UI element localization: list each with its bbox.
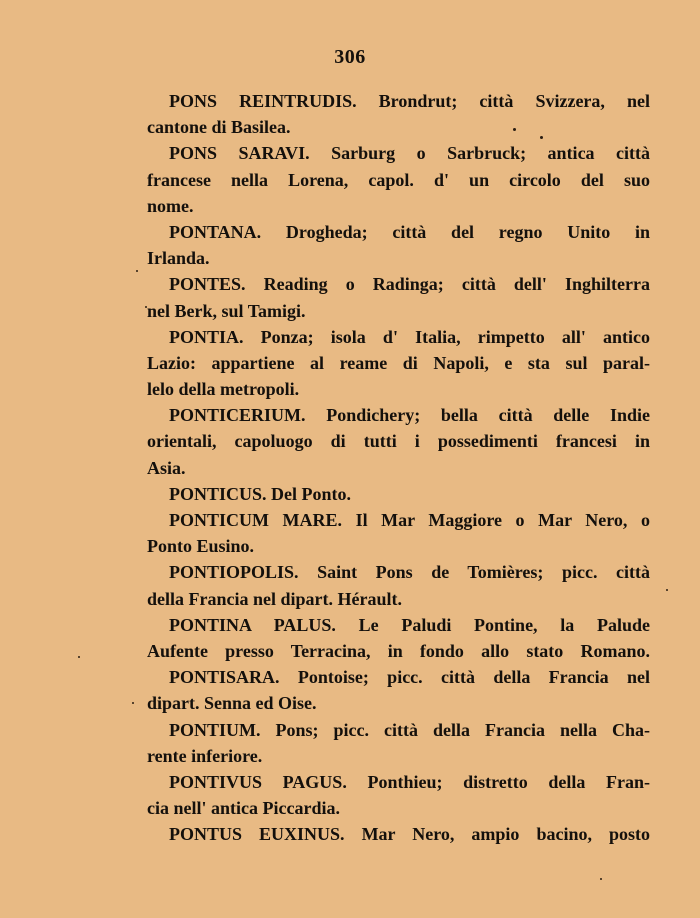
- paper-speck: [540, 136, 543, 139]
- entry: [147, 559, 650, 611]
- entry-line: PONTIOPOLIS. Saint Pons de Tomières; picc. città: [169, 562, 650, 583]
- entry-line: orientali, capoluogo di tutti i possedimenti francesi in: [147, 431, 650, 452]
- entry-line: PONS REINTRUDIS. Brondrut; città Svizzera, nel: [169, 91, 650, 111]
- entry-line: PONTISARA. Pontoise; picc. città della Francia nel: [169, 667, 650, 688]
- dictionary-column: [147, 88, 650, 847]
- entry: [147, 507, 650, 559]
- entry-line: francese nella Lorena, capol. d' un circolo del suo: [147, 169, 650, 190]
- entry-line: nel Berk, sul Tamigi.: [147, 300, 306, 321]
- entry-line: dipart. Senna ed Oise.: [147, 693, 317, 714]
- entry: [147, 324, 650, 403]
- entry-line: PONTES. Reading o Radinga; città dell' Inghilterra: [169, 274, 650, 295]
- paper-speck: [600, 878, 602, 880]
- entry-line: Irlanda.: [147, 248, 210, 269]
- entry: [147, 769, 650, 821]
- entry-line: Lazio: appartiene al reame di Napoli, e sta sul paral-: [147, 352, 650, 373]
- entry-line: PONTIVUS PAGUS. Ponthieu; distretto della Fran-: [169, 771, 650, 792]
- entry-line: rente inferiore.: [147, 745, 263, 766]
- paper-speck: [78, 656, 80, 658]
- entry-line: PONTINA PALUS. Le Paludi Pontine, la Palude: [169, 614, 650, 635]
- paper-speck: [136, 270, 138, 272]
- entry-line: della Francia nel dipart. Hérault.: [147, 588, 402, 609]
- entry-line: PONTICUM MARE. Il Mar Maggiore o Mar Nero, o: [169, 510, 650, 530]
- entry-line: PONS SARAVI. Sarburg o Sarbruck; antica città: [169, 143, 650, 164]
- page-number: 306: [334, 46, 366, 68]
- entry: [147, 612, 650, 664]
- entry: [147, 140, 650, 219]
- entry: [147, 664, 650, 716]
- entry: [147, 717, 650, 769]
- entry: [147, 271, 650, 323]
- entry-line: Asia.: [147, 457, 186, 478]
- paper-speck: [145, 306, 147, 308]
- paper-speck: [666, 589, 668, 591]
- paper-speck: [132, 702, 134, 704]
- entry-line: PONTANA. Drogheda; città del regno Unito in: [169, 221, 650, 242]
- entry: [147, 219, 650, 271]
- entry-line: PONTICERIUM. Pondichery; bella città delle Indie: [169, 405, 650, 426]
- entry-line: lelo della metropoli.: [147, 379, 300, 400]
- entry-line: cia nell' antica Piccardia.: [147, 798, 340, 819]
- entry-line: cantone di Basilea.: [147, 117, 291, 138]
- entry-line: PONTIUM. Pons; picc. città della Francia nella Cha-: [169, 719, 650, 740]
- entry: [147, 481, 650, 507]
- entry: [147, 88, 650, 140]
- entry-line: Ponto Eusino.: [147, 536, 255, 557]
- entry-line: PONTUS EUXINUS. Mar Nero, ampio bacino, posto: [169, 824, 650, 845]
- entry-line: PONTIA. Ponza; isola d' Italia, rimpetto all' antico: [169, 326, 650, 347]
- paper-speck: [513, 128, 516, 131]
- entry-line: nome.: [147, 195, 194, 216]
- entry: [147, 821, 650, 847]
- entry-line: PONTICUS. Del Ponto.: [169, 483, 352, 504]
- entry-line: Aufente presso Terracina, in fondo allo stato Romano.: [147, 640, 650, 661]
- entry: [147, 402, 650, 481]
